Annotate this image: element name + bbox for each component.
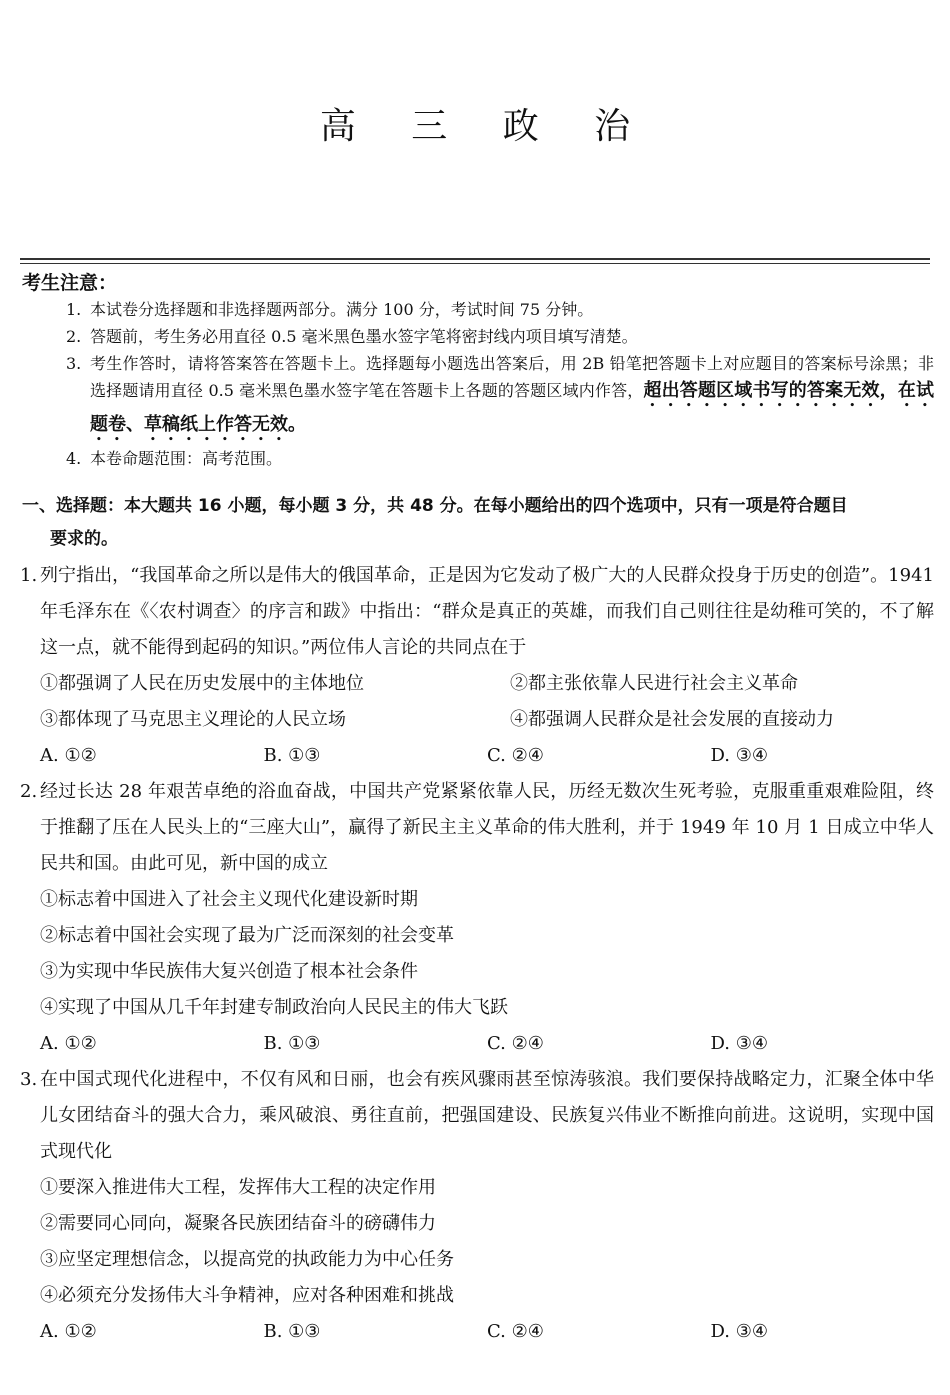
statement: ①都强调了人民在历史发展中的主体地位 <box>40 673 364 694</box>
question-1 <box>20 558 934 774</box>
answer-choice-c: C. ②④ <box>487 1033 544 1054</box>
notice-item <box>66 296 934 323</box>
answer-choice-d: D. ③④ <box>710 745 769 766</box>
notice-heading: 考生注意： <box>22 272 118 294</box>
question-number: 3. <box>20 1069 38 1090</box>
statement: ③应坚定理想信念，以提高党的执政能力为中心任务 <box>40 1249 454 1270</box>
header-rule-thick <box>20 258 930 260</box>
answer-choice-c: C. ②④ <box>487 745 544 766</box>
answer-choice-b: B. ①③ <box>263 745 321 766</box>
answer-choice-a: A. ①② <box>40 745 97 766</box>
notice-item <box>66 323 934 350</box>
statement-row <box>20 702 934 738</box>
answer-choices <box>20 738 934 774</box>
notice-item <box>66 445 934 472</box>
notice-item-text: 本卷命题范围：高考范围。 <box>90 449 283 468</box>
notice-item <box>66 350 934 445</box>
question-stem-text: 经过长达 28 年艰苦卓绝的浴血奋战，中国共产党紧紧依靠人民，历经无数次生死考验，克服重重艰难险阻，终于推翻了压在人民头上的“三座大山”，赢得了新民主主义革命的伟大胜利，并于 1949 年 10 月 1 日成立中华人民共和国。由此可见，新中国的成立 <box>40 781 934 874</box>
answer-choice-b: B. ①③ <box>263 1321 321 1342</box>
statement: ①标志着中国进入了社会主义现代化建设新时期 <box>40 889 418 910</box>
question-number: 1. <box>20 565 38 586</box>
section-heading <box>22 490 934 556</box>
statement: ①要深入推进伟大工程，发挥伟大工程的决定作用 <box>40 1177 436 1198</box>
candidate-notice <box>22 270 934 472</box>
page-title: 高 三 政 治 <box>319 106 653 147</box>
statement: ④必须充分发扬伟大斗争精神，应对各种困难和挑战 <box>40 1285 454 1306</box>
question-3 <box>20 1062 934 1350</box>
section-heading-line: 一、选择题：本大题共 16 小题，每小题 3 分，共 48 分。在每小题给出的四个选项中，只有一项是符合题目 <box>22 496 848 516</box>
notice-emphasis-text: 超出答题区域书写的答案无效，在试题卷、草稿纸上作答无效。 <box>90 380 934 435</box>
question-stem <box>20 1062 934 1170</box>
statement-row <box>20 666 934 702</box>
answer-choices <box>20 1026 934 1062</box>
notice-item-text: 答题前，考生务必用直径 0.5 毫米黑色墨水签字笔将密封线内项目填写清楚。 <box>90 327 638 346</box>
statement: ②都主张依靠人民进行社会主义革命 <box>510 673 798 694</box>
statement: ②需要同心同向，凝聚各民族团结奋斗的磅礴伟力 <box>40 1213 436 1234</box>
answer-choice-d: D. ③④ <box>710 1321 769 1342</box>
header-rule-thin <box>20 263 930 264</box>
question-list <box>20 558 934 1350</box>
statement: ④实现了中国从几千年封建专制政治向人民民主的伟大飞跃 <box>40 997 508 1018</box>
notice-item-text: 考生作答时，请将答案答在答题卡上。选择题每小题选出答案后，用 2B 铅笔把答题卡上对应题目的答案标号涂黑；非选择题请用直径 0.5 毫米黑色墨水签字笔在答题卡上各题的答题区域内作答， <box>90 354 934 400</box>
question-stem <box>20 774 934 882</box>
statement: ③都体现了马克思主义理论的人民立场 <box>40 709 346 730</box>
statement: ③为实现中华民族伟大复兴创造了根本社会条件 <box>40 961 418 982</box>
answer-choice-b: B. ①③ <box>263 1033 321 1054</box>
notice-item-number: 1. <box>66 300 82 319</box>
question-stem-text: 列宁指出，“我国革命之所以是伟大的俄国革命，正是因为它发动了极广大的人民群众投身于历史的创造”。1941 年毛泽东在《〈农村调查〉的序言和跋》中指出：“群众是真正的英雄，而我们自己则往往是幼稚可笑的，不了解这一点，就不能得到起码的知识。”两位伟人言论的共同点在于 <box>40 565 934 658</box>
notice-item-number: 4. <box>66 449 82 468</box>
question-2 <box>20 774 934 1062</box>
answer-choice-c: C. ②④ <box>487 1321 544 1342</box>
statement: ④都强调人民群众是社会发展的直接动力 <box>510 709 834 730</box>
question-stem <box>20 558 934 666</box>
notice-item-number: 2. <box>66 327 82 346</box>
notice-item-text: 本试卷分选择题和非选择题两部分。满分 100 分，考试时间 75 分钟。 <box>90 300 594 319</box>
question-number: 2. <box>20 781 38 802</box>
notice-item-number: 3. <box>66 354 82 373</box>
section-heading-line: 要求的。 <box>50 529 118 549</box>
question-stem-text: 在中国式现代化进程中，不仅有风和日丽，也会有疾风骤雨甚至惊涛骇浪。我们要保持战略定力，汇聚全体中华儿女团结奋斗的强大合力，乘风破浪、勇往直前，把强国建设、民族复兴伟业不断推向前进。这说明，实现中国式现代化 <box>40 1069 934 1162</box>
answer-choice-a: A. ①② <box>40 1033 97 1054</box>
answer-choice-a: A. ①② <box>40 1321 97 1342</box>
answer-choices <box>20 1314 934 1350</box>
answer-choice-d: D. ③④ <box>710 1033 769 1054</box>
statement: ②标志着中国社会实现了最为广泛而深刻的社会变革 <box>40 925 454 946</box>
